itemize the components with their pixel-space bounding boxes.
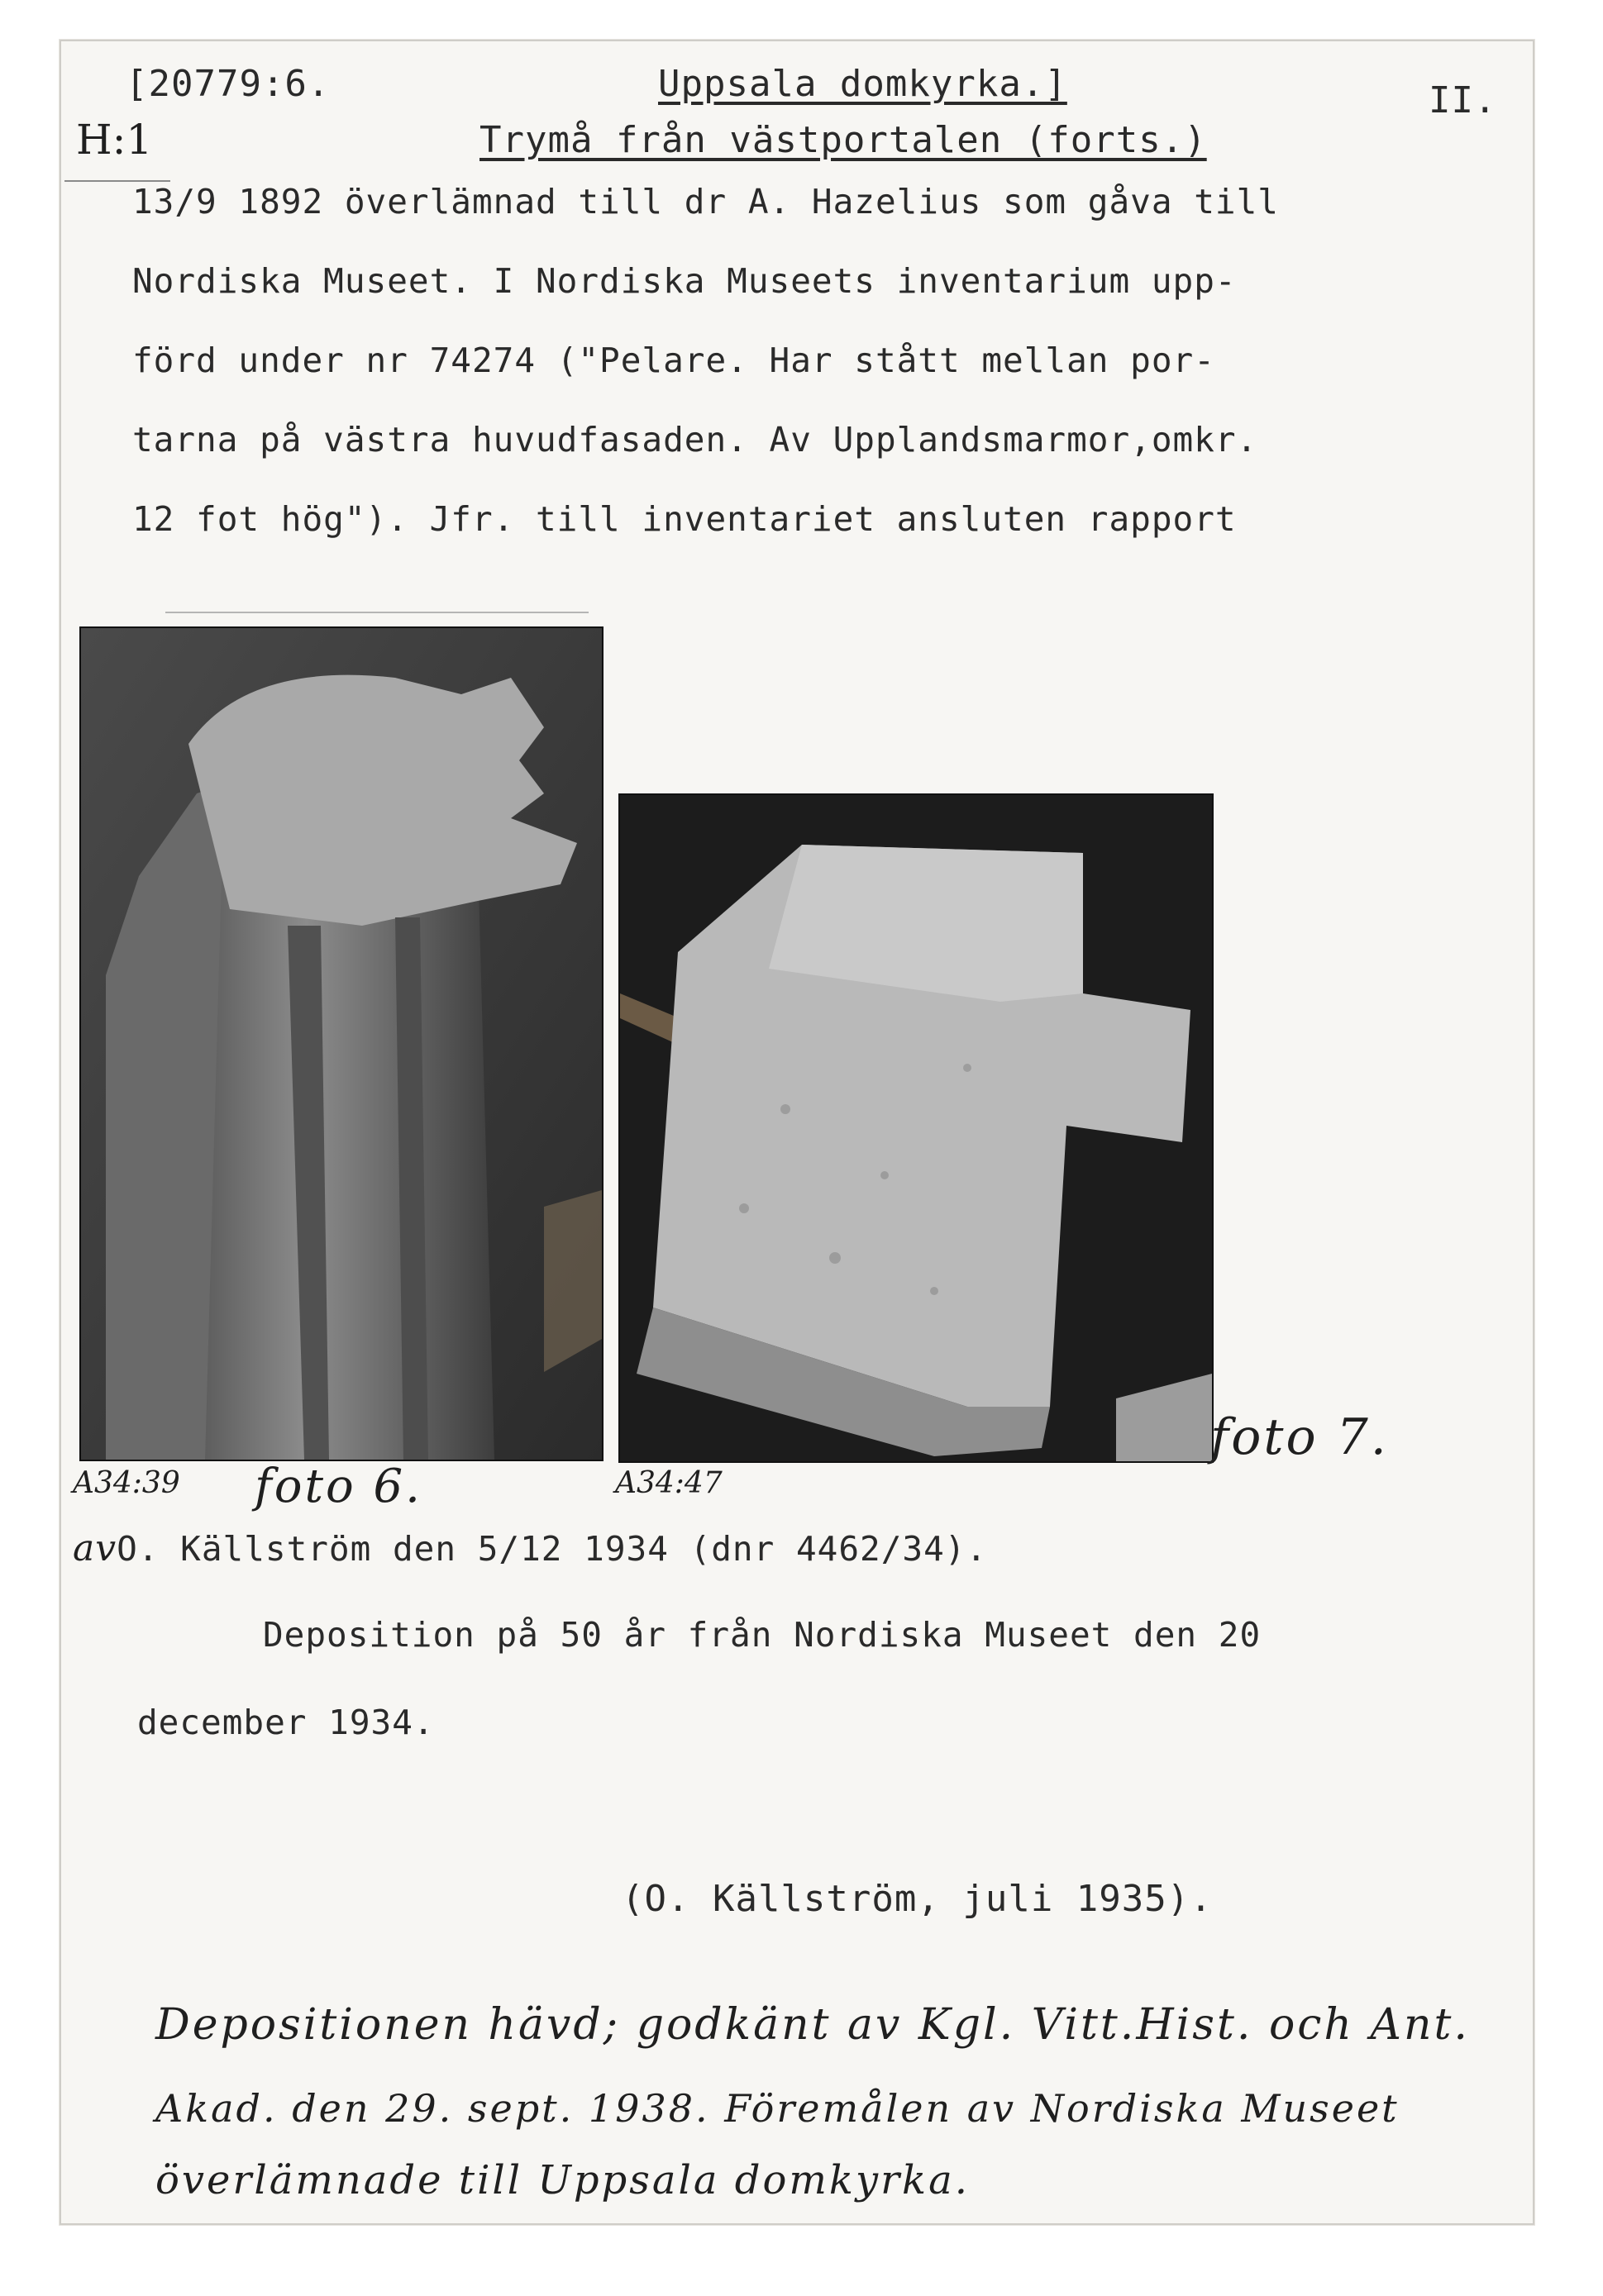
body-line-3: förd under nr 74274 ("Pelare. Har stått mellan por- <box>132 341 1215 380</box>
inventory-label-photo-7: A34:47 <box>615 1466 723 1500</box>
handwritten-note-line-3: överlämnade till Uppsala domkyrka. <box>155 2157 971 2203</box>
divider-line <box>165 612 589 613</box>
inventory-label-photo-6: A34:39 <box>73 1466 180 1500</box>
body-line-2: Nordiska Museet. I Nordiska Museets inventarium upp- <box>132 261 1237 301</box>
archive-number: [20779:6. <box>126 63 331 105</box>
body-line-4: tarna på västra huvudfasaden. Av Upplandsmarmor,omkr. <box>132 420 1258 460</box>
body-line-5: 12 fot hög"). Jfr. till inventariet ansluten rapport <box>132 499 1237 539</box>
body-line-1: 13/9 1892 överlämnad till dr A. Hazelius som gåva till <box>132 182 1279 222</box>
continuation-text: O. Källström den 5/12 1934 (dnr 4462/34). <box>117 1529 988 1569</box>
location-title: Uppsala domkyrka.] <box>658 63 1067 105</box>
signature: (O. Källström, juli 1935). <box>622 1878 1213 1920</box>
continuation-line <box>73 1527 987 1570</box>
sheet-number: II. <box>1429 79 1497 121</box>
caption-photo-6: foto 6. <box>255 1460 422 1513</box>
deposition-line-1: Deposition på 50 år från Nordiska Museet den 20 <box>263 1615 1262 1655</box>
hand-mark: H:1 <box>76 116 153 164</box>
deposition-line-2: december 1934. <box>137 1703 435 1742</box>
handwritten-note-line-2: Akad. den 29. sept. 1938. Föremålen av Nordiska Museet <box>155 2086 1400 2131</box>
caption-photo-7: foto 7. <box>1210 1408 1389 1466</box>
handwritten-note-line-1: Depositionen hävd; godkänt av Kgl. Vitt.Hist. och Ant. <box>155 2000 1470 2050</box>
continuation-prefix: av <box>73 1527 117 1570</box>
page-subtitle <box>479 119 1207 161</box>
photo-column-fragment <box>79 626 604 1461</box>
photo-stone-block <box>618 793 1214 1463</box>
subtitle-text: Trymå från västportalen (forts.) <box>479 119 1207 161</box>
